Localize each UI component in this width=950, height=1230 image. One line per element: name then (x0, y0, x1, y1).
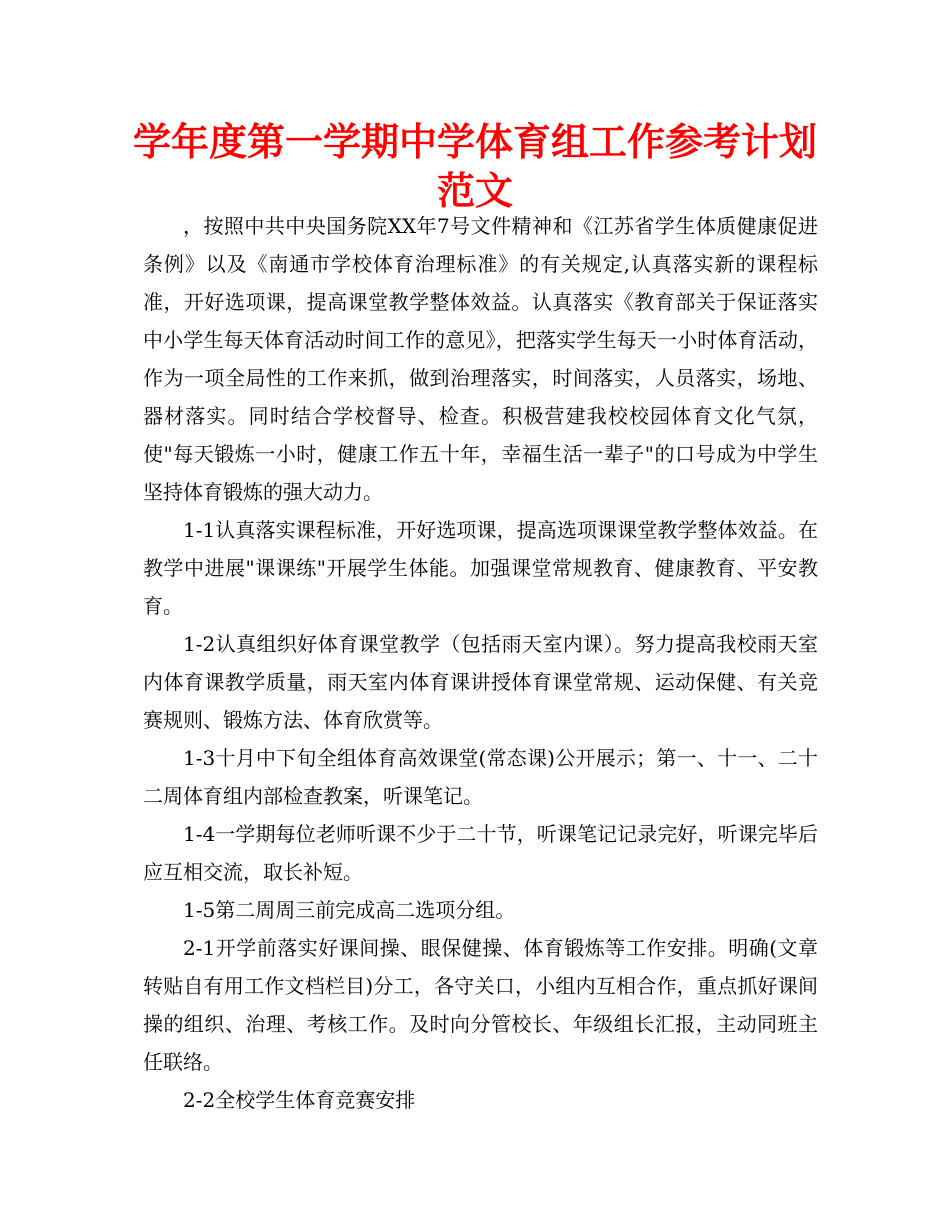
paragraph-1-5: 1-5第二周周三前完成高二选项分组。 (183, 898, 516, 922)
paragraph-2-2: 2-2全校学生体育竞赛安排 (183, 1088, 416, 1112)
paragraph-intro: ，按照中共中央国务院XX年7号文件精神和《江苏省学生体质健康促进条例》以及《南通市学校体育治理标准》的有关规定,认真落实新的课程标准，开好选项课，提高课堂教学整体效益。认真落实《教育部关于保证落实中小学生每天体育活动时间工作的意见》，把落实学生每天一小时体育活动，作为一项全局性的工作来抓，做到治理落实，时间落实，人员落实，场地、器材落实。同时结合学校督导、检查。积极营建我校校园体育文化气氛，使"每天锻炼一小时，健康工作五十年，幸福生活一辈子"的口号成为中学生坚持体育锻炼的强大动力。 (143, 214, 818, 504)
paragraph-2-1: 2-1开学前落实好课间操、眼保健操、体育锻炼等工作安排。明确(文章转贴自有用工作文档栏目)分工，各守关口，小组内互相合作，重点抓好课间操的组织、治理、考核工作。及时向分管校长、年级组长汇报，主动同班主任联络。 (143, 936, 818, 1074)
paragraph-1-3: 1-3十月中下旬全组体育高效课堂(常态课)公开展示；第一、十一、二十二周体育组内部检查教案，听课笔记。 (143, 746, 818, 808)
paragraph-1-2: 1-2认真组织好体育课堂教学（包括雨天室内课）。努力提高我校雨天室内体育课教学质量，雨天室内体育课讲授体育课堂常规、运动保健、有关竞赛规则、锻炼方法、体育欣赏等。 (143, 632, 818, 732)
paragraph-1-4: 1-4一学期每位老师听课不少于二十节，听课笔记记录完好，听课完毕后应互相交流，取长补短。 (143, 822, 818, 884)
paragraph-1-1: 1-1认真落实课程标准，开好选项课，提高选项课课堂教学整体效益。在教学中进展"课课练"开展学生体能。加强课堂常规教育、健康教育、平安教育。 (143, 518, 818, 618)
document-title: 学年度第一学期中学体育组工作参考计划范文 (132, 120, 817, 213)
document-body (143, 207, 818, 1119)
